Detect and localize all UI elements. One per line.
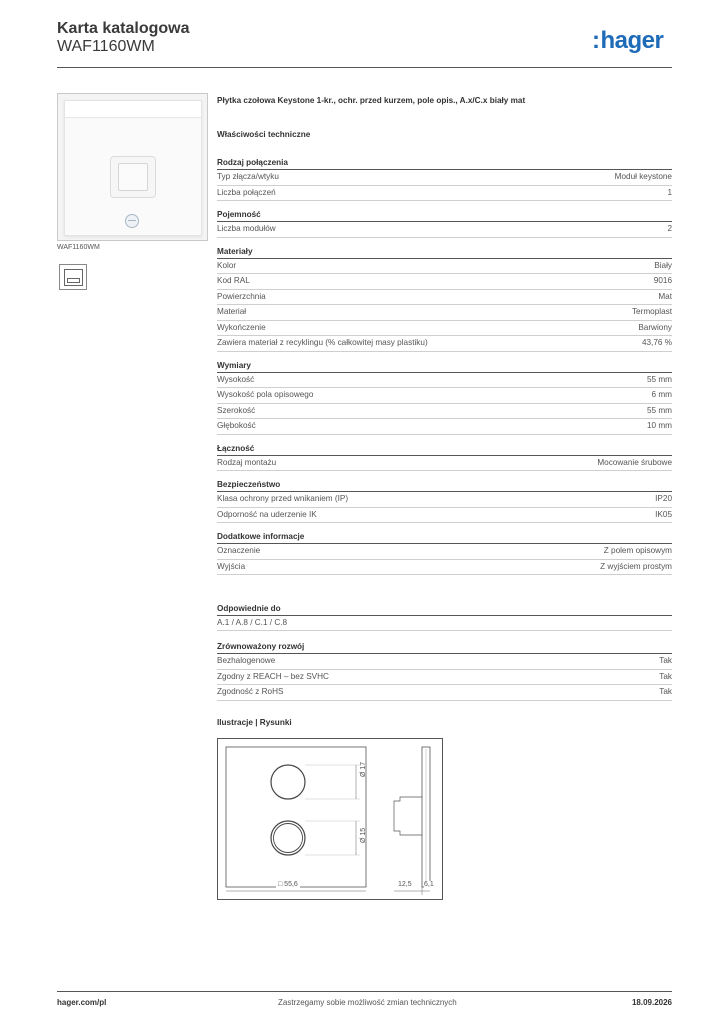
spec-label: Kod RAL [217, 276, 250, 285]
product-code: WAF1160WM [57, 38, 155, 55]
spec-value: Z polem opisowym [603, 546, 672, 555]
front-view-outline [226, 747, 366, 887]
spec-label: Liczba modułów [217, 224, 276, 233]
spec-row [217, 508, 672, 524]
dim-label-15: Ø 15 [360, 827, 367, 843]
section-materials [217, 245, 672, 352]
section-dimensions [217, 359, 672, 435]
spec-label: Szerokość [217, 405, 256, 415]
product-thumbnail-icon[interactable] [59, 264, 87, 290]
header-divider [57, 67, 672, 68]
spec-label: Zgodność z RoHS [217, 687, 284, 696]
spec-row [217, 670, 672, 686]
spec-label: Odporność na uderzenie IK [217, 509, 317, 519]
section-connection [217, 156, 672, 201]
spec-value: 6 mm [651, 390, 672, 399]
section-title: Wymiary [217, 359, 672, 373]
spec-label: Bezhalogenowe [217, 656, 276, 665]
dim-label-depth2: 6,1 [424, 881, 434, 888]
spec-value: Z wyjściem prostym [600, 561, 672, 571]
section-title: Zrównoważony rozwój [217, 640, 672, 654]
spec-label: Materiał [217, 307, 247, 316]
illustrations-title: Ilustracje | Rysunki [217, 717, 292, 727]
spec-row [217, 492, 672, 508]
spec-value: 9016 [653, 276, 672, 285]
section-title: Dodatkowe informacje [217, 530, 672, 544]
side-view-insert [394, 797, 422, 835]
section-additional [217, 530, 672, 575]
spec-value: Tak [659, 687, 672, 696]
spec-value: 2 [667, 224, 672, 233]
spec-value: Termoplast [631, 307, 672, 316]
spec-row [217, 305, 672, 321]
spec-row [217, 186, 672, 202]
spec-label: Oznaczenie [217, 546, 261, 555]
dim-label-depth1: 12,5 [398, 881, 412, 888]
spec-label: Wyjścia [217, 561, 246, 571]
circle-15-outer [271, 821, 305, 855]
spec-value: 1 [667, 187, 672, 197]
product-description: Płytka czołowa Keystone 1-kr., ochr. przed kurzem, pole opis., A.x/C.x biały mat [217, 96, 526, 105]
spec-row [217, 336, 672, 352]
dim-label-width: □ 55,6 [278, 881, 298, 888]
footer-website-link[interactable]: hager.com/pl [57, 998, 107, 1007]
spec-value: 10 mm [646, 421, 672, 430]
section-safety [217, 478, 672, 523]
spec-content [217, 96, 672, 735]
spec-row [217, 170, 672, 186]
spec-row [217, 456, 672, 472]
spec-label: Rodzaj montażu [217, 457, 277, 467]
spec-row [217, 388, 672, 404]
footer-date: 18.09.2026 [631, 998, 672, 1007]
spec-value: IK05 [655, 509, 672, 519]
screw-icon [125, 214, 139, 228]
tech-properties-title: Właściwości techniczne [217, 130, 311, 139]
spec-row [217, 654, 672, 670]
spec-value: Mocowanie śrubowe [597, 457, 672, 467]
spec-label: Liczba połączeń [217, 187, 276, 197]
faceplate [64, 100, 202, 236]
spec-value: IP20 [655, 494, 672, 503]
spec-row [217, 419, 672, 435]
spec-value: Moduł keystone [614, 172, 672, 181]
spec-label: Kolor [217, 260, 237, 270]
product-image [57, 93, 208, 241]
product-caption: WAF1160WM [57, 244, 100, 251]
section-connectivity [217, 442, 672, 472]
spec-label: Głębokość [217, 421, 256, 430]
keystone-socket [110, 156, 156, 198]
section-title: Materiały [217, 245, 672, 259]
drawing-svg [218, 739, 442, 899]
section-sustainability [217, 640, 672, 701]
circle-17 [271, 765, 305, 799]
section-title: Rodzaj połączenia [217, 156, 672, 170]
logo-text: hager [600, 27, 664, 54]
circle-15-inner [274, 824, 303, 853]
spec-row [217, 560, 672, 576]
spec-row [217, 321, 672, 337]
footer-note: Zastrzegamy sobie możliwość zmian technicznych [278, 998, 457, 1007]
technical-drawing [217, 738, 443, 900]
page-title: Karta katalogowa [57, 20, 190, 37]
dim-label-17: Ø 17 [360, 761, 367, 777]
spec-row [217, 290, 672, 306]
spec-row [217, 373, 672, 389]
spec-label: Zgodny z REACH – bez SVHC [217, 671, 329, 681]
spec-label: Wykończenie [217, 322, 266, 332]
spec-value: Barwiony [638, 322, 672, 332]
spec-row [217, 544, 672, 560]
section-title: Bezpieczeństwo [217, 478, 672, 492]
dust-cover [118, 163, 148, 191]
section-title: Pojemność [217, 208, 672, 222]
spec-row [217, 222, 672, 238]
spec-value: 55 mm [646, 405, 672, 415]
spec-label: Wysokość pola opisowego [217, 390, 314, 399]
section-compatible [217, 602, 672, 631]
compatible-list: A.1 / A.8 / C.1 / C.8 [217, 616, 672, 631]
spec-row [217, 685, 672, 701]
spec-row [217, 259, 672, 275]
spec-label: Powierzchnia [217, 291, 266, 301]
label-field [65, 101, 201, 118]
spec-value: Biały [654, 260, 672, 270]
spec-value: 43,76 % [641, 338, 672, 347]
spec-label: Zawiera materiał z recyklingu (% całkowitej masy plastiku) [217, 338, 428, 347]
spec-value: Mat [658, 291, 672, 301]
spec-label: Typ złącza/wtyku [217, 172, 279, 181]
spec-label: Klasa ochrony przed wnikaniem (IP) [217, 494, 349, 503]
section-title: Łączność [217, 442, 672, 456]
spec-row [217, 274, 672, 290]
spec-value: Tak [659, 671, 672, 681]
section-title: Odpowiednie do [217, 602, 672, 616]
hager-logo: :hager [592, 27, 664, 54]
footer-divider [57, 991, 672, 992]
section-capacity [217, 208, 672, 238]
spec-row [217, 404, 672, 420]
spec-value: 55 mm [646, 374, 672, 384]
spec-value: Tak [659, 656, 672, 665]
spec-label: Wysokość [217, 374, 255, 384]
